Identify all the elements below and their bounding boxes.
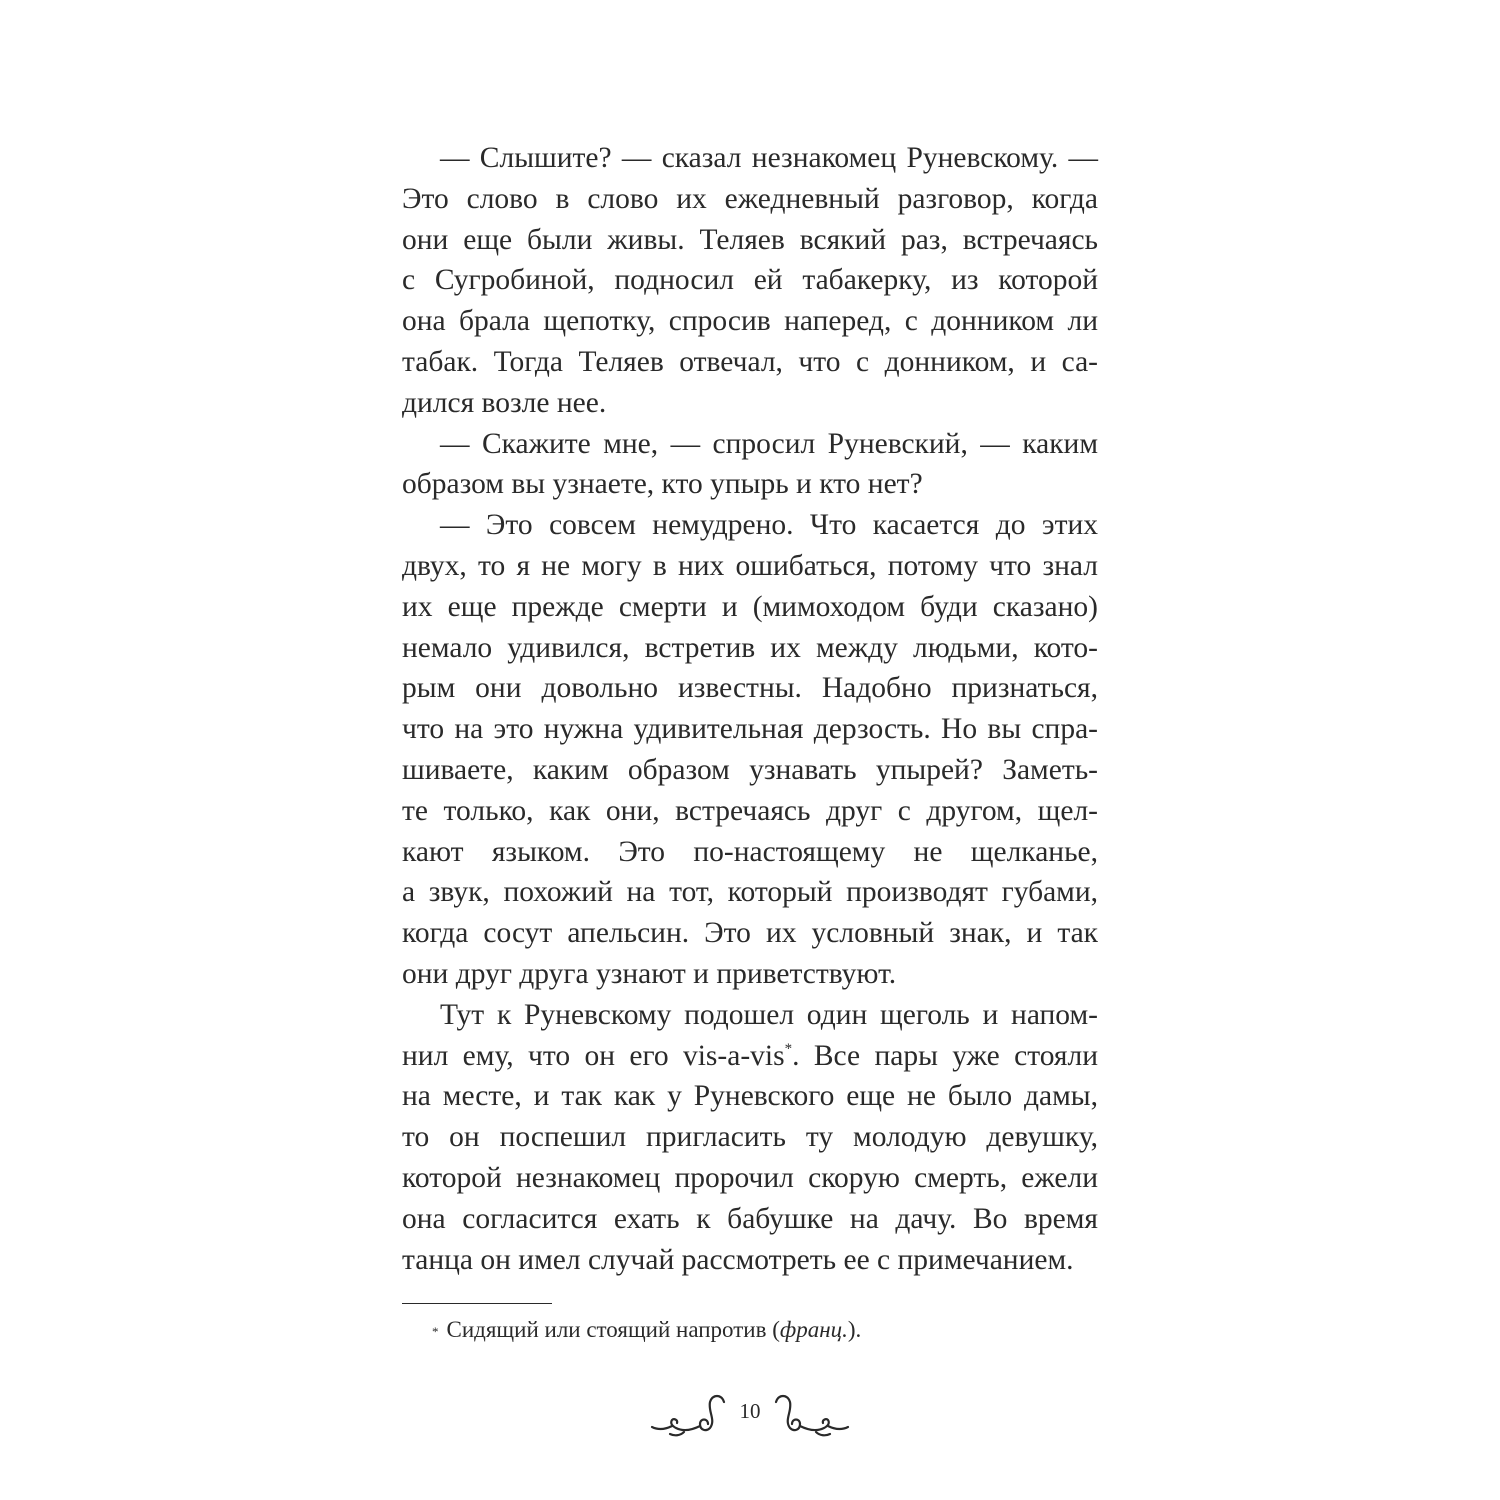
text-line: рым они довольно известны. Надобно признаться, [402,672,1098,705]
text-segment: . Все пары уже стояли [792,1039,1098,1072]
text-segment: нил ему, что он его vis-a-vis [402,1039,785,1072]
footnote [432,1315,861,1345]
text-line: те только, как они, встречаясь друг с другом, щел- [402,794,1098,827]
footnote-text: Сидящий или стоящий напротив ( [446,1317,780,1342]
text-line: то он поспешил пригласить ту молодую девушку, [402,1121,1098,1154]
text-line: она брала щепотку, спросив наперед, с донником ли [402,305,1098,338]
footnote-reference: * [784,1040,793,1057]
text-line: она согласится ехать к бабушке на дачу. Во время [402,1202,1098,1235]
text-line: они еще были живы. Теляев всякий раз, встречаясь [402,223,1098,256]
text-line: кают языком. Это по-настоящему не щелканье, [402,835,1098,868]
ornament-right-icon [772,1390,850,1440]
text-line: немало удивился, встретив их между людьми, кото- [402,631,1098,664]
text-line: двух, то я не могу в них ошибаться, потому что знал [402,549,1098,582]
text-line: когда сосут апельсин. Это их условный знак, и так [402,917,1098,950]
text-line: их еще прежде смерти и (мимоходом буди сказано) [402,590,1098,623]
text-line: танца он имел случай рассмотреть ее с примечанием. [402,1243,1074,1276]
text-line: — Это совсем немудрено. Что касается до этих [440,509,1098,542]
text-line-with-footnote [402,1036,1098,1077]
page-number: 10 [739,1399,761,1423]
footnote-divider [402,1303,552,1304]
text-line: что на это нужна удивительная дерзость. Но вы спра- [402,713,1098,746]
text-line: — Слышите? — сказал незнакомец Руневскому. — [440,142,1098,174]
text-line: они друг друга узнают и приветствуют. [402,957,897,990]
text-line: Это слово в слово их ежедневный разговор, когда [402,182,1098,215]
text-line: табак. Тогда Теляев отвечал, что с донником, и са- [402,345,1098,378]
text-line: а звук, похожий на тот, который производят губами, [402,876,1098,909]
text-line: с Сугробиной, подносил ей табакерку, из которой [402,264,1098,297]
page-footer [640,1390,860,1440]
footnote-italic: франц. [779,1317,848,1342]
text-line: шиваете, каким образом узнавать упырей? Заметь- [402,753,1098,786]
text-line: — Скажите мне, — спросил Руневский, — каким [440,427,1098,460]
text-line: дился возле нее. [402,386,607,419]
text-line: образом вы узнаете, кто упырь и кто нет? [402,468,923,501]
main-text [402,138,1098,1280]
footnote-text-end: ). [847,1317,862,1342]
text-line: Тут к Руневскому подошел один щеголь и напом- [440,998,1098,1031]
text-line: которой незнакомец пророчил скорую смерть, ежели [402,1161,1098,1194]
ornament-left-icon [650,1390,728,1440]
footnote-marker: * [432,1324,439,1339]
text-line: на месте, и так как у Руневского еще не было дамы, [402,1080,1098,1113]
